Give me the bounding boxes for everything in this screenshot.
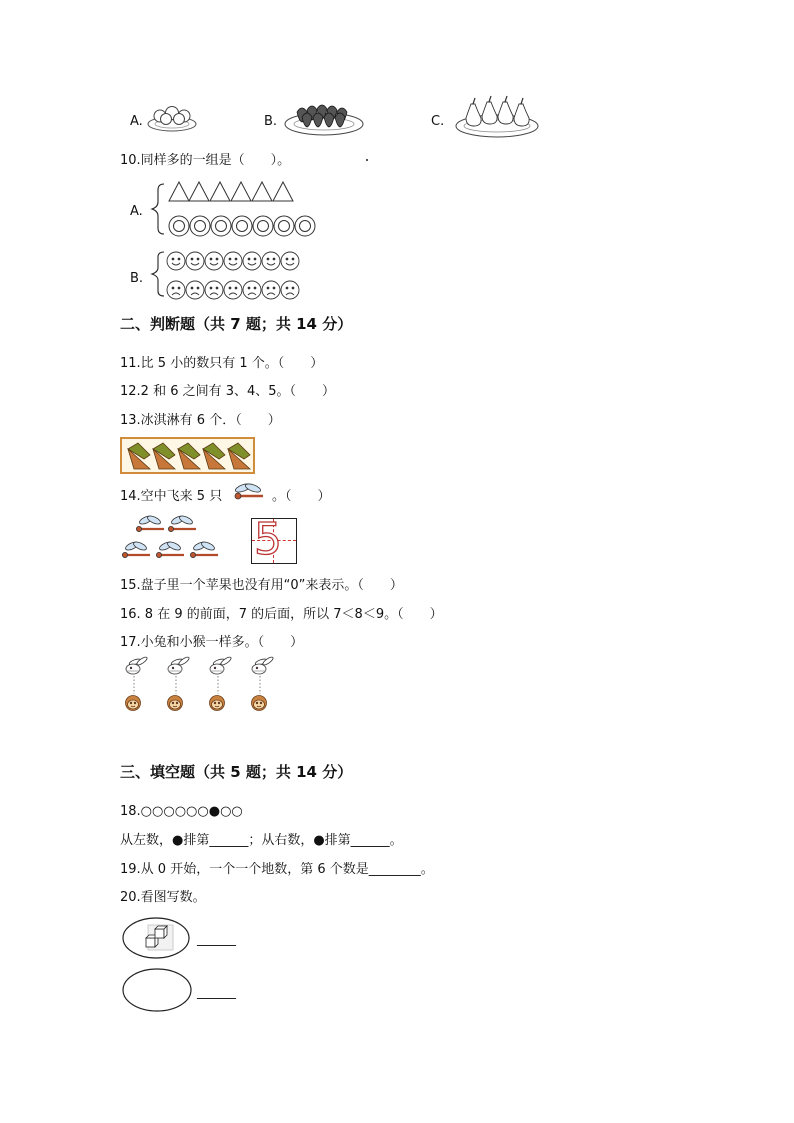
writing-grid-five	[251, 514, 297, 565]
q11-statement: 11.比 5 小的数只有 1 个。（ ）	[120, 356, 324, 371]
q12-statement: 12.2 和 6 之间有 3、4、5。（ ）	[120, 384, 336, 399]
q20-blank-1[interactable]: ______	[197, 932, 236, 947]
q15-statement: 15.盘子里一个苹果也没有用“0”来表示。（ ）	[120, 578, 403, 593]
q9-option-c-label: C.	[431, 114, 445, 129]
q13-statement: 13.冰淇淋有 6 个．（ ）	[120, 413, 281, 428]
numeral-five: 5	[254, 514, 282, 565]
q10-question: 10.同样多的一组是（ ）。	[120, 153, 291, 168]
rabbits-and-monkeys-image	[122, 656, 282, 716]
q10-option-b-label: B.	[130, 271, 144, 286]
q18-sequence: 18.○○○○○○●○○	[120, 804, 243, 819]
stray-dot	[366, 159, 368, 161]
q14-text: 14.空中飞来 5 只	[120, 489, 223, 504]
triangles-row	[168, 180, 298, 202]
q14-answer-parens: 。（ ）	[272, 489, 331, 504]
icecream-cones-image	[120, 437, 256, 475]
q17-statement: 17.小兔和小猴一样多。（ ）	[120, 635, 304, 650]
q20-question: 20.看图写数。	[120, 890, 206, 905]
q9-option-a-label: A.	[130, 114, 143, 129]
smiley-faces-row	[166, 250, 302, 272]
q20-empty-oval	[122, 968, 194, 1014]
plate-with-strawberries-icon	[283, 96, 365, 138]
section-3-title: 三、填空题（共 5 题；共 14 分）	[120, 763, 353, 781]
plate-with-apples-icon	[146, 100, 198, 134]
q20-oval-with-cubes	[122, 916, 192, 962]
sad-faces-row	[166, 279, 302, 301]
rings-row	[168, 215, 318, 239]
q9-option-b-label: B.	[264, 114, 278, 129]
plate-with-pears-icon	[454, 96, 540, 140]
q19-question: 19.从 0 开始，一个一个地数，第 6 个数是________。	[120, 862, 434, 877]
left-brace-icon	[150, 182, 168, 238]
dragonfly-icon	[230, 482, 266, 504]
q16-statement: 16. 8 在 9 的前面，7 的后面，所以 7＜8＜9。（ ）	[120, 607, 443, 622]
section-2-title: 二、判断题（共 7 题；共 14 分）	[120, 315, 353, 333]
q20-blank-2[interactable]: ______	[197, 985, 236, 1000]
q10-option-a-label: A.	[130, 204, 143, 219]
five-dragonflies-image	[120, 512, 230, 568]
q14-statement	[120, 488, 222, 506]
q18-question: 从左数，●排第______；从右数，●排第______。	[120, 833, 403, 848]
